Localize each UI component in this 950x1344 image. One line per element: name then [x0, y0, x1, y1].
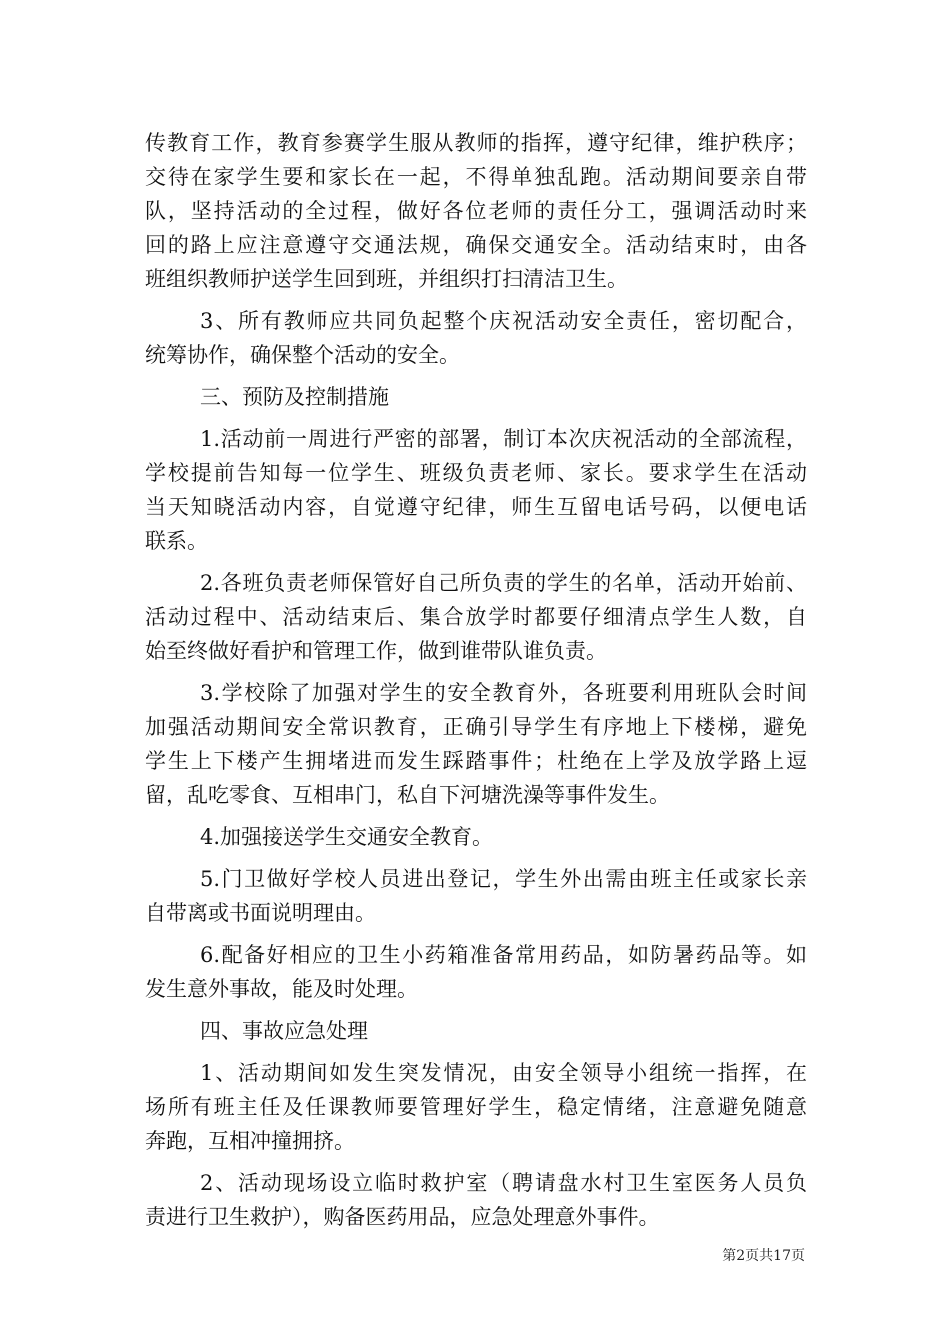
text-line: 联系。	[145, 529, 208, 553]
page-number: 第2页共17页	[722, 1248, 805, 1264]
document-body	[145, 126, 807, 1242]
text-line: 场所有班主任及任课教师要管理好学生，稳定情绪，注意避免随意	[145, 1095, 807, 1119]
text-line: 5.门卫做好学校人员进出登记，学生外出需由班主任或家长亲	[200, 867, 807, 891]
paragraph	[145, 862, 807, 930]
text-line: 自带离或书面说明理由。	[145, 901, 376, 925]
text-line: 2.各班负责老师保管好自己所负责的学生的名单，活动开始前、	[200, 571, 807, 595]
text-line: 3.学校除了加强对学生的安全教育外，各班要利用班队会时间	[200, 681, 807, 705]
text-line: 4.加强接送学生交通安全教育。	[200, 825, 494, 849]
text-line: 四、事故应急处理	[200, 1019, 368, 1043]
paragraph	[145, 938, 807, 1006]
text-line: 交待在家学生要和家长在一起，不得单独乱跑。活动期间要亲自带	[145, 165, 807, 189]
paragraph	[145, 126, 807, 296]
text-line: 2、活动现场设立临时救护室（聘请盘水村卫生室医务人员负	[200, 1171, 807, 1195]
text-line: 活动过程中、活动结束后、集合放学时都要仔细清点学生人数，自	[145, 605, 807, 629]
text-line: 学校提前告知每一位学生、班级负责老师、家长。要求学生在活动	[145, 461, 807, 485]
text-line: 始至终做好看护和管理工作，做到谁带队谁负责。	[145, 639, 607, 663]
text-line: 3、所有教师应共同负起整个庆祝活动安全责任，密切配合，	[200, 309, 807, 333]
text-line: 传教育工作，教育参赛学生服从教师的指挥，遵守纪律，维护秩序；	[145, 131, 807, 155]
paragraph	[145, 422, 807, 558]
text-line: 6.配备好相应的卫生小药箱准备常用药品，如防暑药品等。如	[200, 943, 807, 967]
paragraph	[145, 1166, 807, 1234]
text-line: 队，坚持活动的全过程，做好各位老师的责任分工，强调活动时来	[145, 199, 807, 223]
text-line: 1、活动期间如发生突发情况，由安全领导小组统一指挥，在	[200, 1061, 807, 1085]
text-line: 留，乱吃零食、互相串门，私自下河塘洗澡等事件发生。	[145, 783, 670, 807]
text-line: 回的路上应注意遵守交通法规，确保交通安全。活动结束时，由各	[145, 233, 807, 257]
paragraph	[145, 380, 807, 414]
text-line: 1.活动前一周进行严密的部署，制订本次庆祝活动的全部流程，	[200, 427, 807, 451]
text-line: 三、预防及控制措施	[200, 385, 389, 409]
paragraph	[145, 1056, 807, 1158]
paragraph	[145, 304, 807, 372]
text-line: 班组织教师护送学生回到班，并组织打扫清洁卫生。	[145, 267, 628, 291]
text-line: 统筹协作，确保整个活动的安全。	[145, 343, 460, 367]
paragraph	[145, 676, 807, 812]
text-line: 当天知晓活动内容，自觉遵守纪律，师生互留电话号码，以便电话	[145, 495, 807, 519]
text-line: 学生上下楼产生拥堵进而发生踩踏事件；杜绝在上学及放学路上逗	[145, 749, 807, 773]
paragraph	[145, 820, 807, 854]
text-line: 责进行卫生救护），购备医药用品，应急处理意外事件。	[145, 1205, 660, 1229]
paragraph	[145, 1014, 807, 1048]
text-line: 发生意外事故，能及时处理。	[145, 977, 418, 1001]
text-line: 奔跑，互相冲撞拥挤。	[145, 1129, 355, 1153]
paragraph	[145, 566, 807, 668]
text-line: 加强活动期间安全常识教育，正确引导学生有序地上下楼梯，避免	[145, 715, 807, 739]
